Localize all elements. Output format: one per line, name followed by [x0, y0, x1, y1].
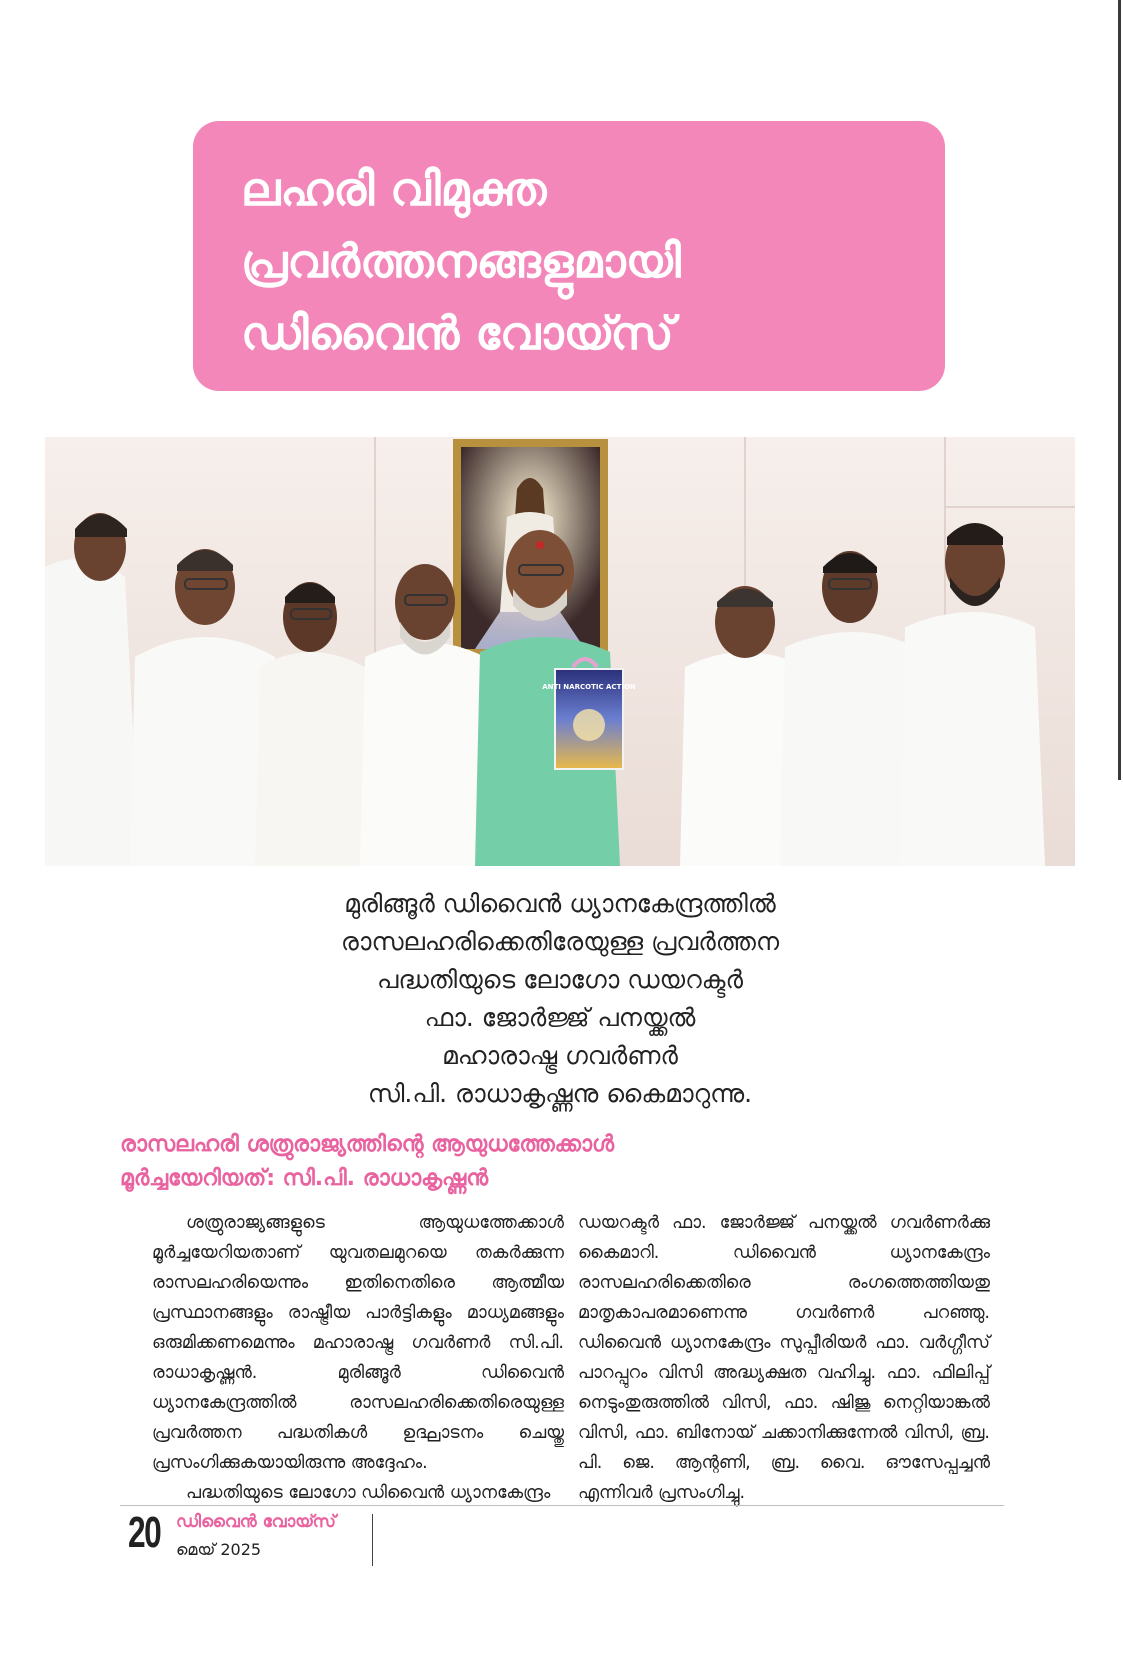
body-paragraph: പദ്ധതിയുടെ ലോഗോ ഡിവൈൻ ധ്യാനകേന്ദ്രം [186, 1483, 551, 1503]
article-title-line-1: ലഹരി വിമുക്ത [241, 162, 547, 216]
group-photo [45, 437, 1075, 866]
footer-vertical-rule [372, 1514, 373, 1566]
subheading-line-2: മൂർച്ചയേറിയത്: സി.പി. രാധാകൃഷ്ണൻ [120, 1166, 489, 1191]
page-number: 20 [128, 1508, 161, 1557]
caption-line: പദ്ധതിയുടെ ലോഗോ ഡയറക്ടർ [377, 965, 743, 994]
caption-line: സി.പി. രാധാകൃഷ്ണനു കൈമാറുന്നു. [367, 1079, 753, 1108]
article-body-right-column [578, 1208, 990, 1508]
anti-narcotic-poster [542, 659, 636, 769]
body-paragraph: ഡയറക്ടർ ഫാ. ജോർജ്ജ് പനയ്ക്കൽ ഗവർണർക്കു കൈമാറി. ഡിവൈൻ ധ്യാനകേന്ദ്രം രാസലഹരിക്കെതിരെ രംഗത്തെത്തിയതു മാതൃകാപരമാണെന്നു ഗവർണർ പറഞ്ഞു. ഡിവൈൻ ധ്യാനകേന്ദ്രം സുപ്പീരിയർ ഫാ. വർഗ്ഗീസ് പാറപ്പുറം വിസി അദ്ധ്യക്ഷത വഹിച്ചു. ഫാ. ഫിലിപ്പ് നെടുംതുരുത്തിൽ വിസി, ഫാ. ഷിജു നെറ്റിയാങ്കൽ വിസി, ഫാ. ബിനോയ് ചക്കാനിക്കുന്നേൽ വിസി, ബ്ര. പി. ജെ. ആന്റണി, ബ്ര. വൈ. ഔസേപ്പച്ചൻ എന്നിവർ പ്രസംഗിച്ചു. [578, 1213, 990, 1503]
photo-caption [200, 885, 920, 1113]
poster-text: ANTI NARCOTIC ACTION [542, 683, 636, 691]
article-body-left-column [152, 1208, 564, 1508]
page-edge-rule [1118, 0, 1121, 780]
article-title-line-2: പ്രവർത്തനങ്ങളുമായി [241, 234, 681, 288]
article-subheading [120, 1128, 820, 1196]
article-title-box [193, 121, 945, 391]
group-photo-illustration [45, 437, 1075, 866]
body-paragraph: ശത്രുരാജ്യങ്ങളുടെ ആയുധത്തേക്കാൾ മൂർച്ചയേറിയതാണ് യുവതലമുറയെ തകർക്കുന്ന രാസലഹരിയെന്നും ഇതിനെതിരെ ആത്മീയ പ്രസ്ഥാനങ്ങളും രാഷ്ട്രീയ പാർട്ടികളും മാധ്യമങ്ങളും ഒരുമിക്കണമെന്നും മഹാരാഷ്ട്ര ഗവർണർ സി.പി. രാധാകൃഷ്ണൻ. മുരിങ്ങൂർ ഡിവൈൻ ധ്യാനകേന്ദ്രത്തിൽ രാസലഹരിക്കെതിരെയുള്ള പ്രവർത്തന പദ്ധതികൾ ഉദ്ഘാടനം ചെയ്തു പ്രസംഗിക്കുകയായിരുന്നു അദ്ദേഹം. [152, 1213, 564, 1473]
footer-divider [120, 1505, 1004, 1506]
caption-line: മഹാരാഷ്ട്ര ഗവർണർ [442, 1041, 678, 1070]
article-title-line-3: ഡിവൈൻ വോയ്സ് [241, 306, 674, 360]
caption-line: മുരിങ്ങൂർ ഡിവൈൻ ധ്യാനകേന്ദ്രത്തിൽ [344, 889, 776, 918]
caption-line: രാസലഹരിക്കെതിരേയുള്ള പ്രവർത്തന [340, 927, 780, 956]
caption-line: ഫാ. ജോർജ്ജ് പനയ്ക്കൽ [424, 1003, 696, 1032]
subheading-line-1: രാസലഹരി ശത്രുരാജ്യത്തിന്റെ ആയുധത്തേക്കാൾ [120, 1132, 615, 1157]
issue-date: മെയ് 2025 [176, 1540, 262, 1559]
magazine-name: ഡിവൈൻ വോയ്സ് [176, 1512, 336, 1532]
